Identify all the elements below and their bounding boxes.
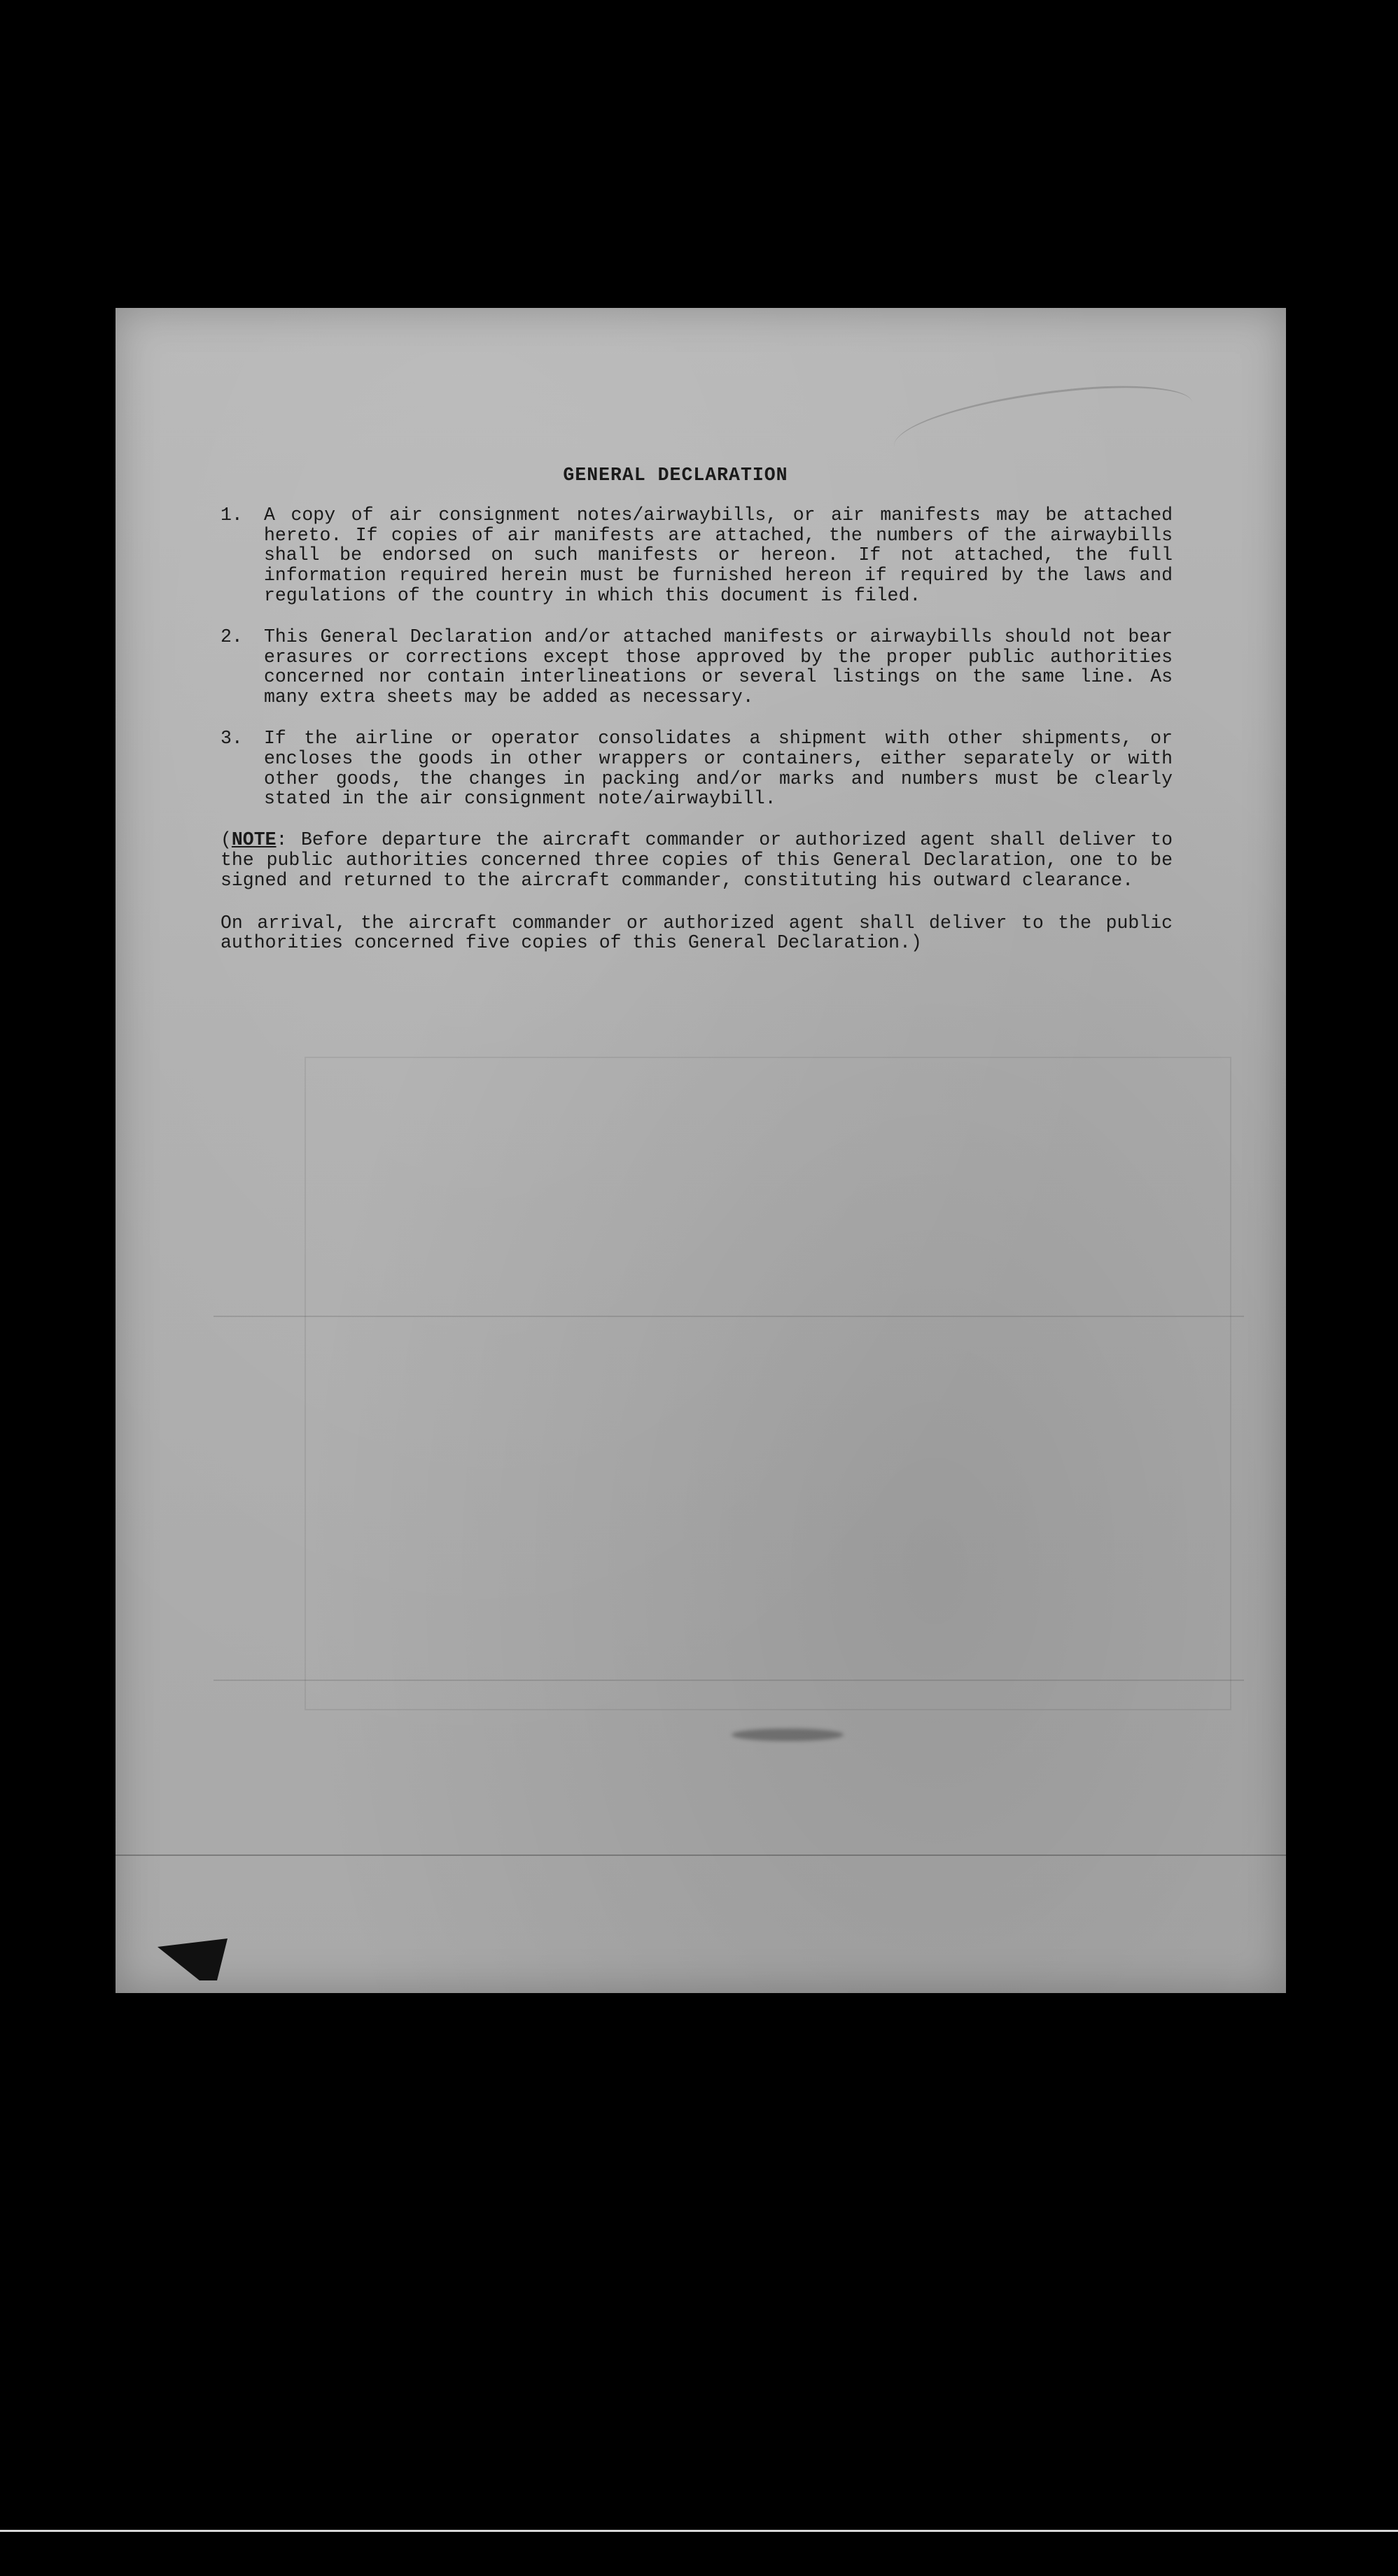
show-through-form-box (305, 1057, 1231, 1710)
note-label: NOTE (231, 829, 277, 851)
declaration-text-block (221, 465, 1173, 953)
scan-bottom-rule (0, 2530, 1398, 2532)
item-text: A copy of air consignment notes/airwaybills, or air manifests may be attached hereto. If copies of air manifests are attached, the numbers of the airwaybills shall be endorsed on such manifests or hereon. If not attached, the full information required herein must be furnished hereon if required by the laws and regulations of the country in which this document is filed. (264, 504, 1173, 606)
list-item (221, 505, 1173, 606)
arrival-paragraph: On arrival, the aircraft commander or authorized agent shall deliver to the public authorities concerned five copies of this General Declaration.) (221, 912, 1173, 954)
edge-mark (158, 1938, 228, 1980)
note-paragraph (221, 830, 1173, 890)
item-number: 3. (221, 727, 243, 749)
item-number: 1. (221, 504, 243, 526)
item-text: This General Declaration and/or attached manifests or airwaybills should not bear erasures or corrections except those approved by the proper public authorities concerned nor contain interlineations or several listings on the same line. As many extra sheets may be added as necessary. (264, 626, 1173, 708)
note-text: Before departure the aircraft commander or authorized agent shall deliver to the public authorities concerned three copies of this General Declaration, one to be signed and returned to the aircraft commander, constituting his outward clearance. (221, 829, 1173, 891)
item-text: If the airline or operator consolidates a shipment with other shipments, or encloses the goods in other wrappers or containers, either separately or with other goods, the changes in packing and/or marks and numbers must be clearly stated in the air consignment note/airwaybill. (264, 727, 1173, 810)
page-fold-line (116, 1854, 1286, 1856)
item-number: 2. (221, 626, 243, 647)
show-through-line (214, 1680, 1244, 1681)
ink-smudge (732, 1729, 844, 1741)
document-page (116, 308, 1286, 1993)
list-item (221, 729, 1173, 809)
list-item (221, 627, 1173, 708)
note-colon: : (276, 829, 288, 851)
handwritten-mark (890, 376, 1196, 472)
note-open-paren: ( (221, 829, 232, 851)
show-through-line (214, 1316, 1244, 1317)
document-title: GENERAL DECLARATION (563, 465, 788, 486)
